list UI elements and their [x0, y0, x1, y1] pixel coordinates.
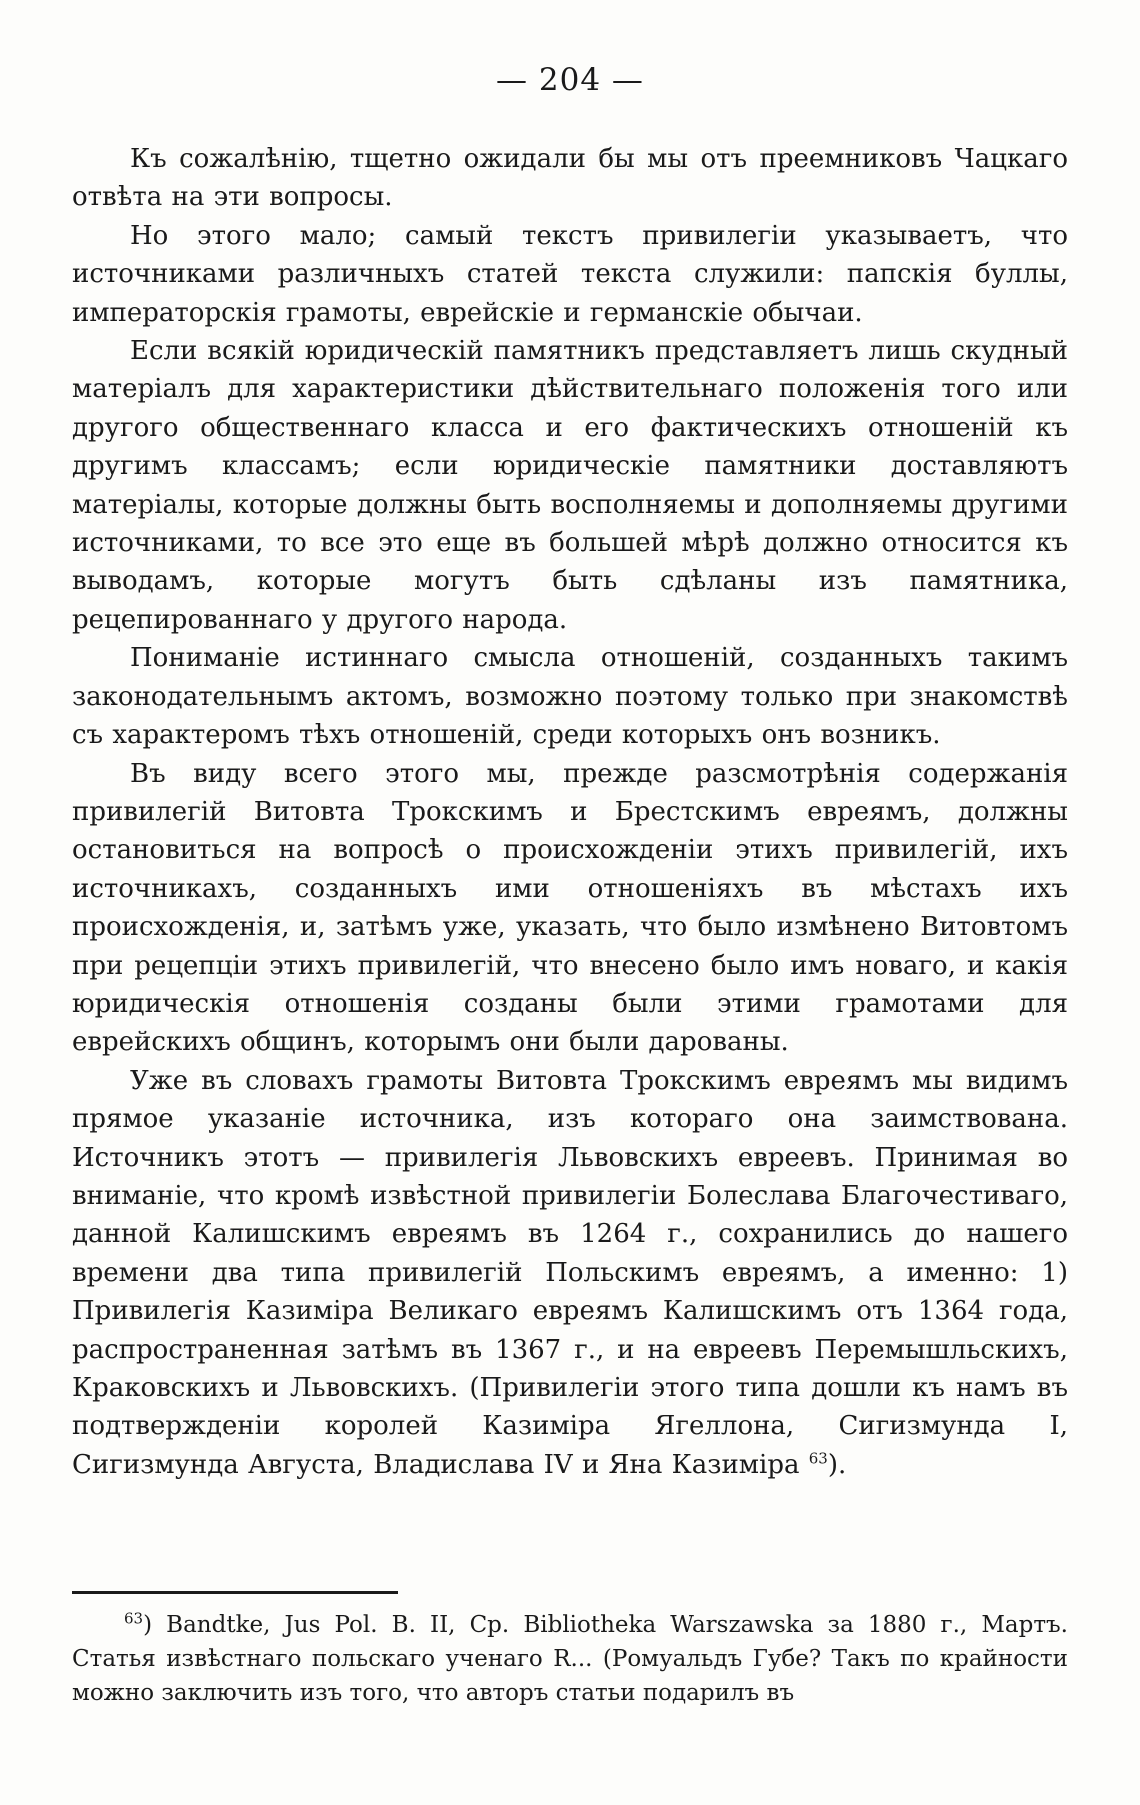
paragraph: Пониманіе истиннаго смысла отношеній, созданныхъ такимъ законодательнымъ актомъ, возможно поэтому только при знакомствѣ съ характеромъ тѣхъ отношеній, среди которыхъ онъ возникъ. [72, 643, 1068, 751]
paragraph-with-note [72, 1062, 1068, 1484]
paragraph: Въ виду всего этого мы, прежде разсмотрѣнія содержанія привилегій Витовта Трокскимъ и Брестскимъ евреямъ, должны остановиться на вопросѣ о происхожденіи этихъ привилегій, ихъ источникахъ, созданныхъ ими отношеніяхъ въ мѣстахъ ихъ происхожденія, и, затѣмъ уже, указать, что было измѣнено Витовтомъ при рецепціи этихъ привилегій, что внесено было имъ новаго, и какія юридическія отношенія созданы были этими грамотами для еврейскихъ общинъ, которымъ они были дарованы. [72, 758, 1068, 1058]
footnote-text: ) Bandtke, Jus Pol. B. II, Cp. Bibliotheka Warszawska за 1880 г., Мартъ. Статья извѣстнаго польскаго ученаго R... (Ромуальдъ Губе? Такъ по крайности можно заключить изъ того, что авторъ статьи подарилъ въ [72, 1612, 1068, 1706]
footnote-reference: 63 [808, 1449, 828, 1468]
paragraph-text: Уже въ словахъ грамоты Витовта Трокскимъ евреямъ мы видимъ прямое указаніе источника, изъ котораго она заимствована. Источникъ этотъ — привилегія Львовскихъ евреевъ. Принимая во вниманіе, что кромѣ извѣстной привилегіи Болеслава Благочестиваго, данной Калишскимъ евреямъ въ 1264 г., сохранились до нашего времени два типа привилегій Польскимъ евреямъ, а именно: 1) Привилегія Казиміра Великаго евреямъ Калишскимъ отъ 1364 года, распространенная затѣмъ въ 1367 г., и на евреевъ Перемышльскихъ, Краковскихъ и Львовскихъ. (Привилегіи этого типа дошли къ намъ въ подтвержденіи королей Казиміра Ягеллона, Сигизмунда I, Сигизмунда Августа, Владислава IV и Яна Казиміра [72, 1065, 1068, 1480]
footnote-divider [72, 1591, 398, 1594]
footnote-marker: 63 [124, 1609, 144, 1628]
footnote [72, 1608, 1068, 1710]
paragraph: Но этого мало; самый текстъ привилегіи указываетъ, что источниками различныхъ статей текста служили: папскія буллы, императорскія грамоты, еврейскіе и германскіе обычаи. [72, 220, 1068, 328]
page-number: — 204 — [496, 62, 644, 98]
footnote-text-block [72, 1608, 1068, 1710]
paragraph: Если всякій юридическій памятникъ представляетъ лишь скудный матеріалъ для характеристики дѣйствительнаго положенія того или другого общественнаго класса и его фактическихъ отношеній къ другимъ классамъ; если юридическіе памятники доставляютъ матеріалы, которые должны быть восполняемы и дополняемы другими источниками, то все это еще въ большей мѣрѣ должно относится къ выводамъ, которые могутъ быть сдѣланы изъ памятника, рецепированнаго у другого народа. [72, 336, 1068, 635]
paragraph-tail: ). [827, 1449, 847, 1480]
paragraph: Къ сожалѣнію, тщетно ожидали бы мы отъ преемниковъ Чацкаго отвѣта на эти вопросы. [72, 144, 1068, 213]
body-text [72, 140, 1068, 1484]
